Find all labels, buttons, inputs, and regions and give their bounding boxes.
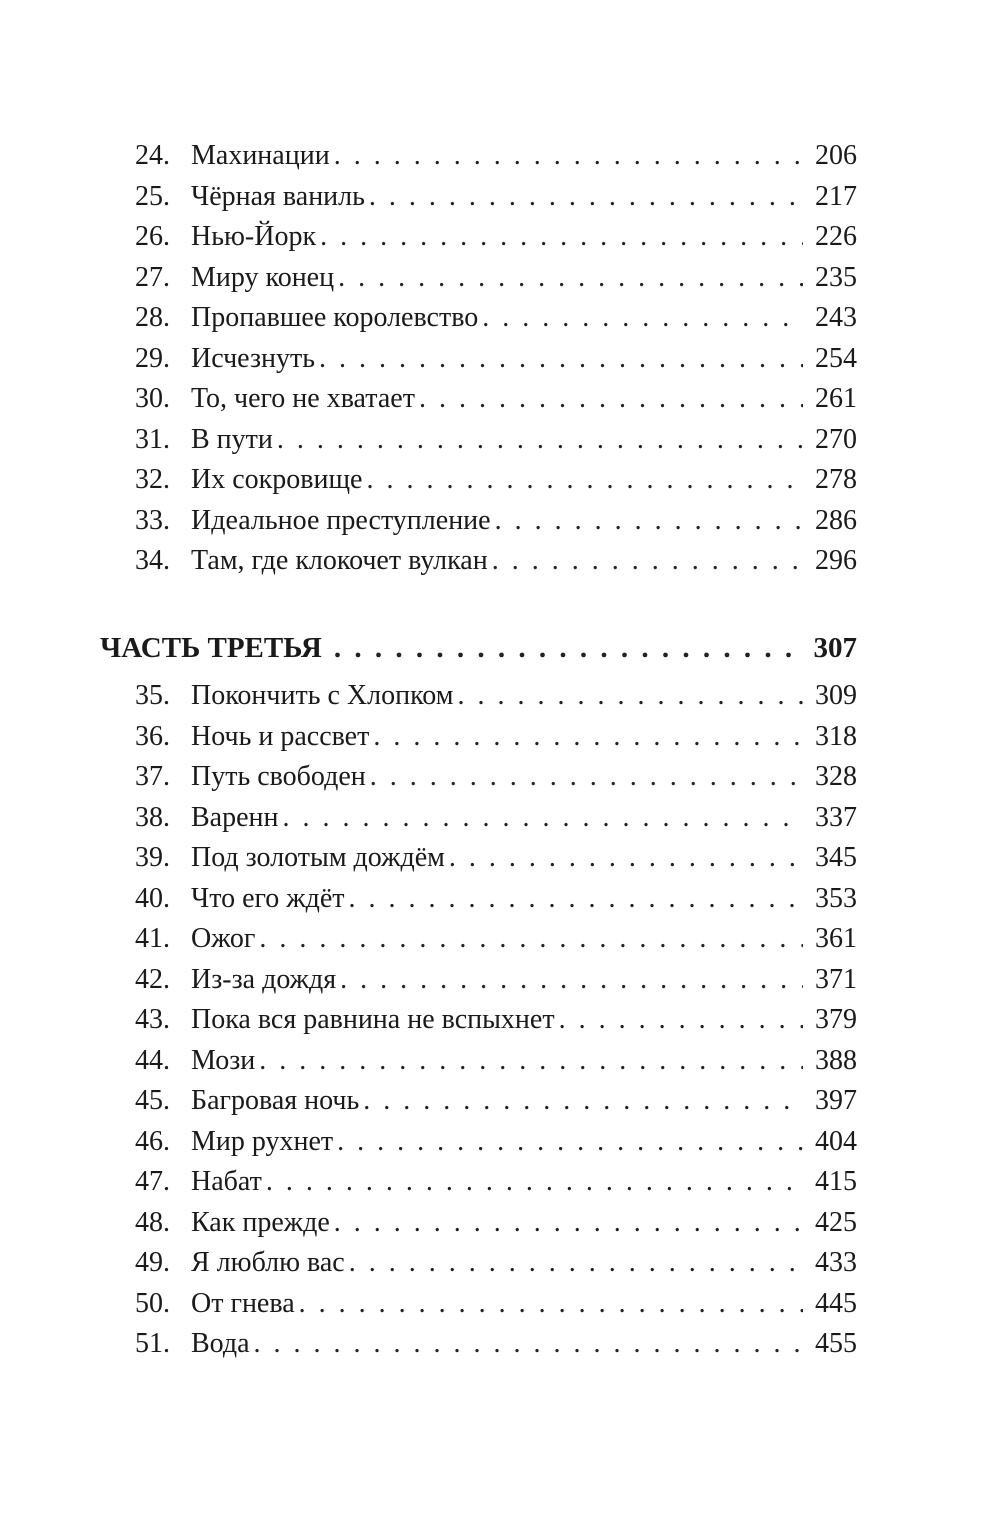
entry-title: Их сокровище	[191, 464, 363, 495]
entry-title: Пропавшее королевство	[191, 302, 479, 333]
toc-entry-38	[135, 798, 857, 838]
entry-title: Махинации	[191, 140, 330, 171]
dot-leader	[373, 717, 803, 757]
toc-entry-43	[135, 1000, 857, 1040]
dot-leader	[495, 501, 803, 541]
entry-title: Миру конец	[191, 262, 335, 293]
entry-number: 41.	[135, 923, 170, 954]
dot-leader	[259, 1041, 803, 1081]
part-page: 307	[813, 632, 857, 664]
entry-title: Там, где клокочет вулкан	[191, 545, 488, 576]
dot-leader	[349, 1243, 803, 1283]
entry-page: 415	[815, 1166, 857, 1197]
entry-number: 46.	[135, 1126, 170, 1157]
toc-entry-39	[135, 838, 857, 878]
entry-page: 388	[815, 1045, 857, 1076]
entry-title: Идеальное преступление	[191, 505, 491, 536]
entry-title: Варенн	[191, 802, 279, 833]
dot-leader	[340, 960, 803, 1000]
toc-entry-33	[135, 501, 857, 541]
entry-number: 50.	[135, 1288, 170, 1319]
entry-title: Набат	[191, 1166, 262, 1197]
entry-title: Что его ждёт	[191, 883, 345, 914]
entry-page: 206	[815, 140, 857, 171]
entry-number: 44.	[135, 1045, 170, 1076]
dot-leader	[254, 1324, 803, 1364]
entry-page: 261	[815, 383, 857, 414]
entry-page: 404	[815, 1126, 857, 1157]
entry-number: 40.	[135, 883, 170, 914]
dot-leader	[559, 1000, 803, 1040]
entry-title: Из-за дождя	[191, 964, 337, 995]
dot-leader	[337, 1122, 803, 1162]
dot-leader	[449, 838, 803, 878]
dot-leader	[492, 541, 803, 581]
entry-page: 270	[815, 424, 857, 455]
entry-number: 29.	[135, 343, 170, 374]
dot-leader	[319, 339, 803, 379]
entry-number: 35.	[135, 680, 170, 711]
entry-number: 30.	[135, 383, 170, 414]
entry-number: 28.	[135, 302, 170, 333]
entry-title: Исчезнуть	[191, 343, 315, 374]
entry-number: 25.	[135, 181, 170, 212]
dot-leader	[266, 1162, 803, 1202]
entry-page: 226	[815, 221, 857, 252]
entry-page: 286	[815, 505, 857, 536]
dot-leader	[363, 1081, 803, 1121]
entry-title: От гнева	[191, 1288, 295, 1319]
toc-entry-26	[135, 217, 857, 257]
toc-entry-29	[135, 339, 857, 379]
dot-leader	[259, 919, 803, 959]
entry-page: 371	[815, 964, 857, 995]
entry-page: 243	[815, 302, 857, 333]
entry-page: 345	[815, 842, 857, 873]
toc-entry-24	[135, 136, 857, 176]
toc-entry-50	[135, 1284, 857, 1324]
entry-title: То, чего не хватает	[191, 383, 415, 414]
entry-page: 217	[815, 181, 857, 212]
dot-leader	[366, 460, 803, 500]
entry-title: Мир рухнет	[191, 1126, 334, 1157]
toc-entry-30	[135, 379, 857, 419]
entry-page: 445	[815, 1288, 857, 1319]
entry-title: Пока вся равнина не вспыхнет	[191, 1004, 555, 1035]
toc-entry-49	[135, 1243, 857, 1283]
toc-entry-47	[135, 1162, 857, 1202]
entry-number: 33.	[135, 505, 170, 536]
dot-leader	[419, 379, 803, 419]
entry-page: 328	[815, 761, 857, 792]
toc-entry-36	[135, 717, 857, 757]
toc-entry-35	[135, 676, 857, 716]
entry-page: 397	[815, 1085, 857, 1116]
entry-number: 51.	[135, 1328, 170, 1359]
dot-leader	[277, 420, 803, 460]
entry-page: 433	[815, 1247, 857, 1278]
entry-number: 38.	[135, 802, 170, 833]
toc-entry-41	[135, 919, 857, 959]
toc-entry-51	[135, 1324, 857, 1364]
entry-page: 455	[815, 1328, 857, 1359]
entry-number: 45.	[135, 1085, 170, 1116]
entry-page: 361	[815, 923, 857, 954]
entry-page: 353	[815, 883, 857, 914]
entry-number: 47.	[135, 1166, 170, 1197]
entry-number: 34.	[135, 545, 170, 576]
entry-title: Как прежде	[191, 1207, 330, 1238]
toc-entry-42	[135, 960, 857, 1000]
entry-page: 309	[815, 680, 857, 711]
dot-leader	[299, 1284, 803, 1324]
toc-entry-32	[135, 460, 857, 500]
entry-number: 32.	[135, 464, 170, 495]
entry-number: 31.	[135, 424, 170, 455]
dot-leader	[283, 798, 804, 838]
part-title: ЧАСТЬ ТРЕТЬЯ	[100, 632, 322, 664]
entry-number: 42.	[135, 964, 170, 995]
dot-leader	[370, 757, 803, 797]
toc-entry-46	[135, 1122, 857, 1162]
entry-number: 39.	[135, 842, 170, 873]
entry-page: 278	[815, 464, 857, 495]
entry-number: 37.	[135, 761, 170, 792]
entry-page: 296	[815, 545, 857, 576]
entry-title: Под золотым дождём	[191, 842, 445, 873]
dot-leader	[320, 217, 803, 257]
entry-title: Мози	[191, 1045, 256, 1076]
entry-number: 36.	[135, 721, 170, 752]
toc-entry-28	[135, 298, 857, 338]
entry-title: Нью-Йорк	[191, 221, 317, 252]
toc-entry-37	[135, 757, 857, 797]
entry-page: 254	[815, 343, 857, 374]
entry-number: 43.	[135, 1004, 170, 1035]
toc-entry-40	[135, 879, 857, 919]
toc-entry-48	[135, 1203, 857, 1243]
entry-number: 24.	[135, 140, 170, 171]
toc-entry-44	[135, 1041, 857, 1081]
entry-title: В пути	[191, 424, 273, 455]
entry-title: Чёрная ваниль	[191, 181, 365, 212]
entry-title: Путь свободен	[191, 761, 366, 792]
entry-title: Вода	[191, 1328, 250, 1359]
entry-page: 425	[815, 1207, 857, 1238]
entry-title: Ночь и рассвет	[191, 721, 370, 752]
entry-title: Ожог	[191, 923, 256, 954]
dot-leader	[334, 1203, 803, 1243]
entry-number: 27.	[135, 262, 170, 293]
toc-entry-31	[135, 420, 857, 460]
dot-leader	[338, 258, 803, 298]
dot-leader	[457, 676, 803, 716]
toc-entry-25	[135, 177, 857, 217]
entry-page: 379	[815, 1004, 857, 1035]
entry-page: 235	[815, 262, 857, 293]
dot-leader	[349, 879, 803, 919]
part-heading	[100, 626, 857, 670]
entry-number: 26.	[135, 221, 170, 252]
dot-leader	[482, 298, 803, 338]
toc-entry-34	[135, 541, 857, 581]
toc-entry-27	[135, 258, 857, 298]
dot-leader	[334, 626, 801, 670]
entry-number: 48.	[135, 1207, 170, 1238]
dot-leader	[369, 177, 803, 217]
entry-page: 318	[815, 721, 857, 752]
dot-leader	[334, 136, 803, 176]
toc-entry-45	[135, 1081, 857, 1121]
entry-title: Я люблю вас	[191, 1247, 345, 1278]
entry-page: 337	[815, 802, 857, 833]
entry-number: 49.	[135, 1247, 170, 1278]
entry-title: Багровая ночь	[191, 1085, 360, 1116]
entry-title: Покончить с Хлопком	[191, 680, 454, 711]
